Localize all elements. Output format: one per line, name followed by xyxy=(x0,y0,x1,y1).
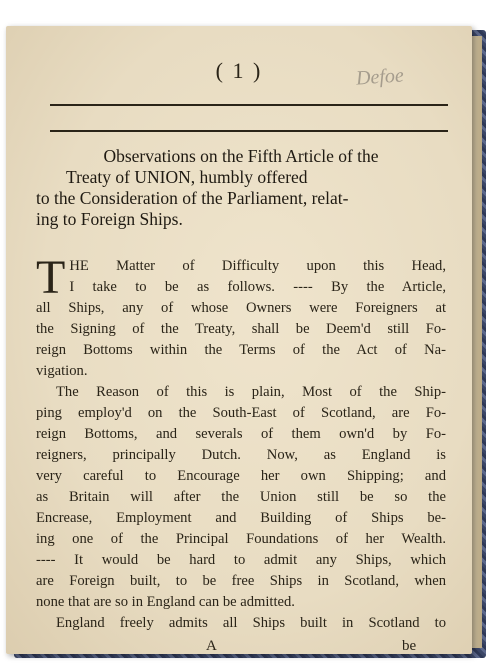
body-line: vigation. xyxy=(36,363,88,379)
body-line: none that are so in England can be admitted. xyxy=(36,594,295,610)
page-number: ( 1 ) xyxy=(215,58,263,83)
drop-cap: T xyxy=(36,251,66,304)
body-line: HE Matter of Difficulty upon this Head, xyxy=(69,258,446,274)
body-line: very careful to Encourage her own Shipping; and xyxy=(36,468,446,484)
catchword: be xyxy=(402,638,417,654)
body-line: England freely admits all Ships built in Scotland to xyxy=(56,615,446,631)
body-line: The Reason of this is plain, Most of the Ship- xyxy=(56,384,446,400)
second-rule xyxy=(50,130,448,132)
body-line: reign Bottoms, and severals of them own'd by Fo- xyxy=(36,426,446,442)
document-title xyxy=(36,146,446,230)
body-line: I take to be as follows. ---- By the Article, xyxy=(69,279,446,295)
body-line: as Britain will after the Union still be so the xyxy=(36,489,446,505)
title-line-3: to the Consideration of the Parliament, relat- xyxy=(36,188,349,208)
book-page xyxy=(6,26,472,654)
body-line: ing one of the Principal Foundations of her Wealth. xyxy=(36,531,446,547)
body-line: ping employ'd on the South-East of Scotland, are Fo- xyxy=(36,405,446,421)
body-line: all Ships, any of whose Owners were Foreigners at xyxy=(36,300,446,316)
body-line: reigners, principally Dutch. Now, as England is xyxy=(36,447,446,463)
body-line: reign Bottoms within the Terms of the Act of Na- xyxy=(36,342,446,358)
page-edge xyxy=(472,36,482,648)
body-line: ---- It would be hard to admit any Ships, which xyxy=(36,552,446,568)
body-text xyxy=(36,251,446,634)
body-line: the Signing of the Treaty, shall be Deem'd still Fo- xyxy=(36,321,446,337)
signature-mark: A xyxy=(206,638,217,654)
handwritten-annotation: Defoe xyxy=(355,64,405,90)
body-line: Encrease, Employment and Building of Ships be- xyxy=(36,510,446,526)
title-line-4: ing to Foreign Ships. xyxy=(36,209,183,229)
top-rule xyxy=(50,104,448,106)
body-line: are Foreign built, to be free Ships in Scotland, when xyxy=(36,573,446,589)
title-line-2: Treaty of UNION, humbly offered xyxy=(66,167,308,187)
title-line-1: Observations on the Fifth Article of the xyxy=(103,146,379,166)
